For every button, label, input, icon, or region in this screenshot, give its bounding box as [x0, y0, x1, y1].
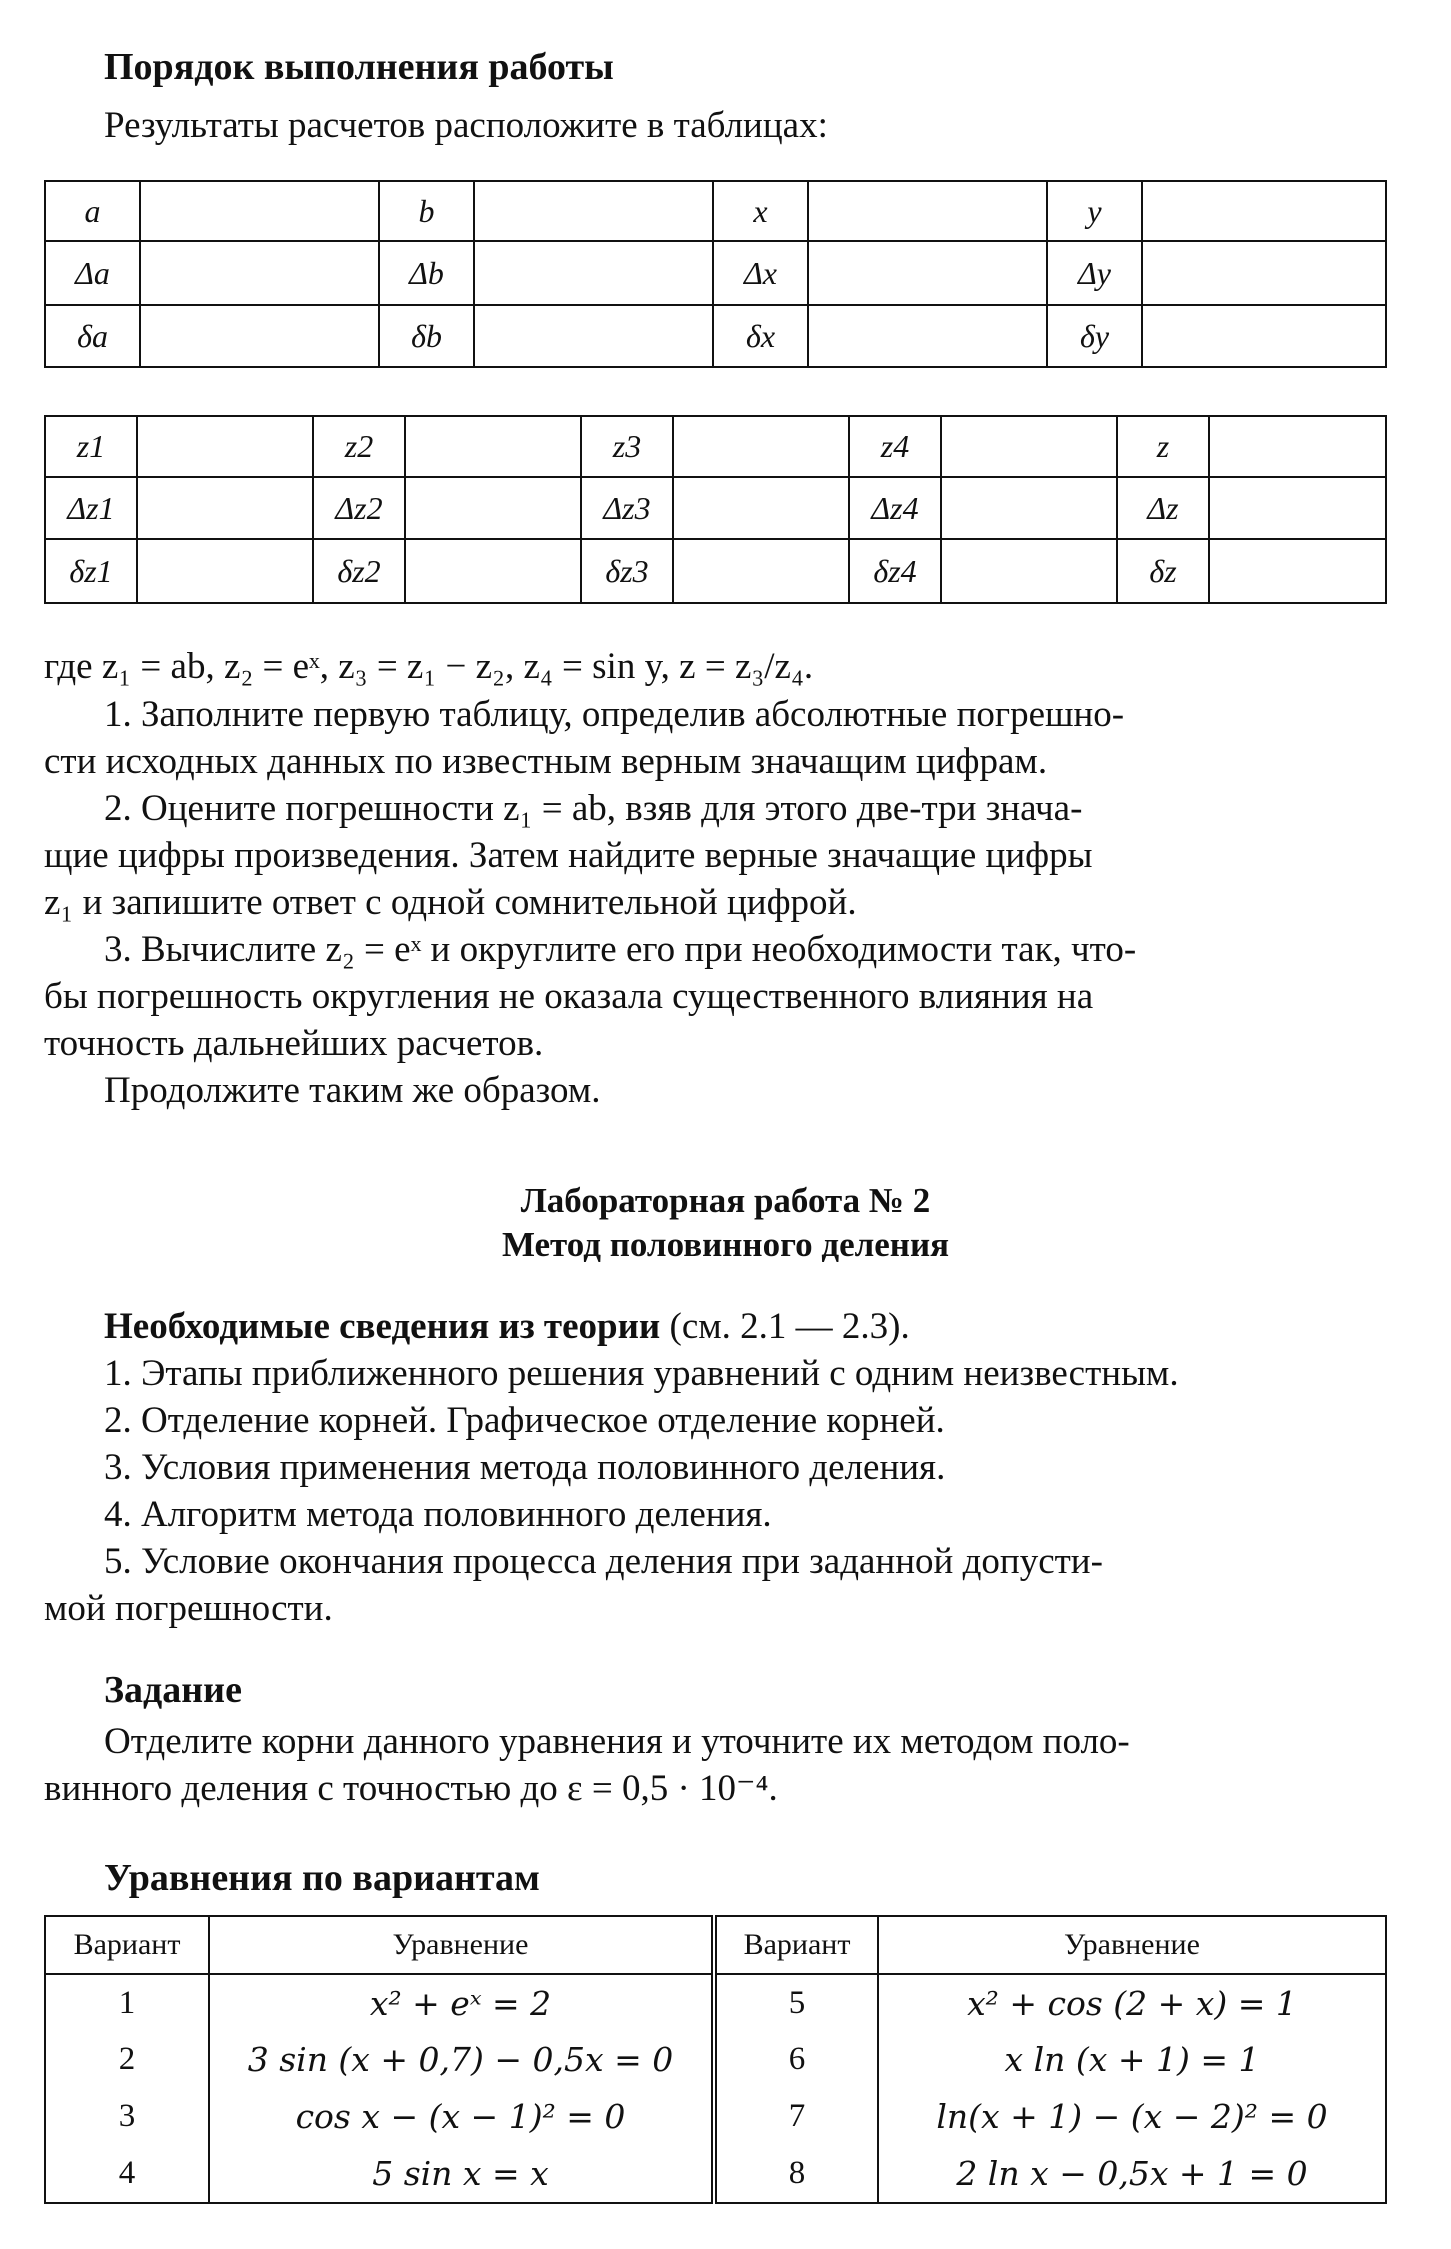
variants-table: [44, 1915, 1387, 2204]
table-cell: Δz4: [849, 477, 941, 539]
table-cell: δa: [45, 305, 140, 367]
table-cell: [140, 181, 379, 241]
equation: x² + cos (2 + x) = 1: [878, 1974, 1386, 2031]
table-cell: [140, 305, 379, 367]
step-3-line-1: 3. Вычислите z₂ = eˣ и округлите его при необходимости так, что-: [104, 929, 1137, 970]
variant-number: 6: [714, 2031, 878, 2088]
variant-number: 4: [45, 2145, 209, 2203]
table-cell: δz3: [581, 539, 673, 603]
table-cell: Δz3: [581, 477, 673, 539]
table-cell: Δa: [45, 241, 140, 305]
table-cell: z3: [581, 416, 673, 477]
errors-table-2: [44, 415, 1387, 604]
theory-item-5: 5. Условие окончания процесса деления при заданной допусти-: [104, 1541, 1103, 1582]
step-1-line-2: сти исходных данных по известным верным значащим цифрам.: [44, 741, 1048, 782]
table-cell: [941, 416, 1117, 477]
task-heading: Задание: [104, 1669, 242, 1711]
step-2-line-3: z₁ и запишите ответ с одной сомнительной цифрой.: [44, 882, 857, 923]
table-cell: y: [1047, 181, 1142, 241]
table-cell: Δx: [713, 241, 808, 305]
table-cell: [1142, 241, 1386, 305]
variant-number: 1: [45, 1974, 209, 2031]
table-cell: [808, 305, 1047, 367]
col-header-equation: Уравнение: [209, 1916, 714, 1974]
theory-ref: (см. 2.1 — 2.3).: [660, 1306, 910, 1347]
table-row: [45, 181, 1386, 241]
table-cell: [673, 477, 849, 539]
table-cell: δb: [379, 305, 474, 367]
table-cell: [405, 539, 581, 603]
equation: 3 sin (x + 0,7) − 0,5x = 0: [209, 2031, 714, 2088]
table-cell: [137, 416, 313, 477]
variant-number: 7: [714, 2088, 878, 2145]
table-cell: [1209, 416, 1386, 477]
where-definitions: где z₁ = ab, z₂ = eˣ, z₃ = z₁ − z₂, z₄ = sin y, z = z₃/z₄.: [44, 646, 814, 687]
equation: 2 ln x − 0,5x + 1 = 0: [878, 2145, 1386, 2203]
intro-text: Результаты расчетов расположите в таблицах:: [104, 105, 828, 146]
continue-text: Продолжите таким же образом.: [104, 1070, 601, 1111]
table-row: [45, 305, 1386, 367]
table-cell: b: [379, 181, 474, 241]
table-cell: Δb: [379, 241, 474, 305]
theory-item-5-cont: мой погрешности.: [44, 1588, 333, 1629]
table-cell: z2: [313, 416, 405, 477]
table-cell: [673, 539, 849, 603]
table-row: [45, 416, 1386, 477]
equation: cos x − (x − 1)² = 0: [209, 2088, 714, 2145]
variant-number: 8: [714, 2145, 878, 2203]
table-cell: [405, 416, 581, 477]
section-heading: Порядок выполнения работы: [104, 46, 614, 88]
step-2-line-1: 2. Оцените погрешности z₁ = ab, взяв для этого две-три знача-: [104, 788, 1083, 829]
lab-subtitle: Метод половинного деления: [501, 1225, 950, 1264]
table-cell: Δz2: [313, 477, 405, 539]
errors-table-1: [44, 180, 1387, 368]
table-cell: Δy: [1047, 241, 1142, 305]
table-cell: [941, 539, 1117, 603]
step-1-line-1: 1. Заполните первую таблицу, определив абсолютные погрешно-: [104, 694, 1125, 735]
col-header-equation: Уравнение: [878, 1916, 1386, 1974]
table-row: [45, 2145, 1386, 2203]
table-cell: [137, 477, 313, 539]
table-cell: [1142, 305, 1386, 367]
table-cell: [808, 241, 1047, 305]
table-cell: δy: [1047, 305, 1142, 367]
variant-number: 5: [714, 1974, 878, 2031]
table-cell: δz2: [313, 539, 405, 603]
table-cell: [808, 181, 1047, 241]
theory-item-1: 1. Этапы приближенного решения уравнений с одним неизвестным.: [104, 1353, 1179, 1394]
theory-heading: Необходимые сведения из теории: [104, 1306, 661, 1347]
table-cell: [474, 181, 713, 241]
task-line-2: винного деления с точностью до ε = 0,5 · 10⁻⁴.: [44, 1768, 778, 1809]
table-cell: z: [1117, 416, 1209, 477]
table-cell: δz1: [45, 539, 137, 603]
table-row: [45, 2088, 1386, 2145]
table-cell: z4: [849, 416, 941, 477]
table-row: [45, 2031, 1386, 2088]
table-row: [45, 477, 1386, 539]
table-cell: [1142, 181, 1386, 241]
table-cell: [1209, 539, 1386, 603]
variant-number: 3: [45, 2088, 209, 2145]
table-cell: [137, 539, 313, 603]
task-line-1: Отделите корни данного уравнения и уточните их методом поло-: [104, 1721, 1130, 1762]
table-row: [45, 539, 1386, 603]
table-cell: [474, 241, 713, 305]
equation: x ln (x + 1) = 1: [878, 2031, 1386, 2088]
col-header-variant: Вариант: [45, 1916, 209, 1974]
theory-heading-line: [104, 1303, 910, 1350]
theory-item-3: 3. Условия применения метода половинного деления.: [104, 1447, 946, 1488]
table-cell: [941, 477, 1117, 539]
table-header-row: [45, 1916, 1386, 1974]
table-cell: a: [45, 181, 140, 241]
step-3-line-2: бы погрешность округления не оказала существенного влияния на: [44, 976, 1094, 1017]
table-cell: δx: [713, 305, 808, 367]
table-row: [45, 241, 1386, 305]
table-cell: z1: [45, 416, 137, 477]
step-2-line-2: щие цифры произведения. Затем найдите верные значащие цифры: [44, 835, 1093, 876]
theory-item-4: 4. Алгоритм метода половинного деления.: [104, 1494, 772, 1535]
table-cell: [405, 477, 581, 539]
table-cell: [140, 241, 379, 305]
table-cell: [673, 416, 849, 477]
lab-title: Лабораторная работа № 2: [520, 1181, 931, 1220]
table-cell: Δz1: [45, 477, 137, 539]
equation: x² + eˣ = 2: [209, 1974, 714, 2031]
variants-heading: Уравнения по вариантам: [104, 1857, 540, 1899]
table-row: [45, 1974, 1386, 2031]
equation: 5 sin x = x: [209, 2145, 714, 2203]
variant-number: 2: [45, 2031, 209, 2088]
table-cell: [474, 305, 713, 367]
table-cell: [1209, 477, 1386, 539]
table-cell: Δz: [1117, 477, 1209, 539]
table-cell: δz4: [849, 539, 941, 603]
col-header-variant: Вариант: [714, 1916, 878, 1974]
theory-item-2: 2. Отделение корней. Графическое отделение корней.: [104, 1400, 945, 1441]
step-3-line-3: точность дальнейших расчетов.: [44, 1023, 544, 1064]
equation: ln(x + 1) − (x − 2)² = 0: [878, 2088, 1386, 2145]
table-cell: x: [713, 181, 808, 241]
table-cell: δz: [1117, 539, 1209, 603]
